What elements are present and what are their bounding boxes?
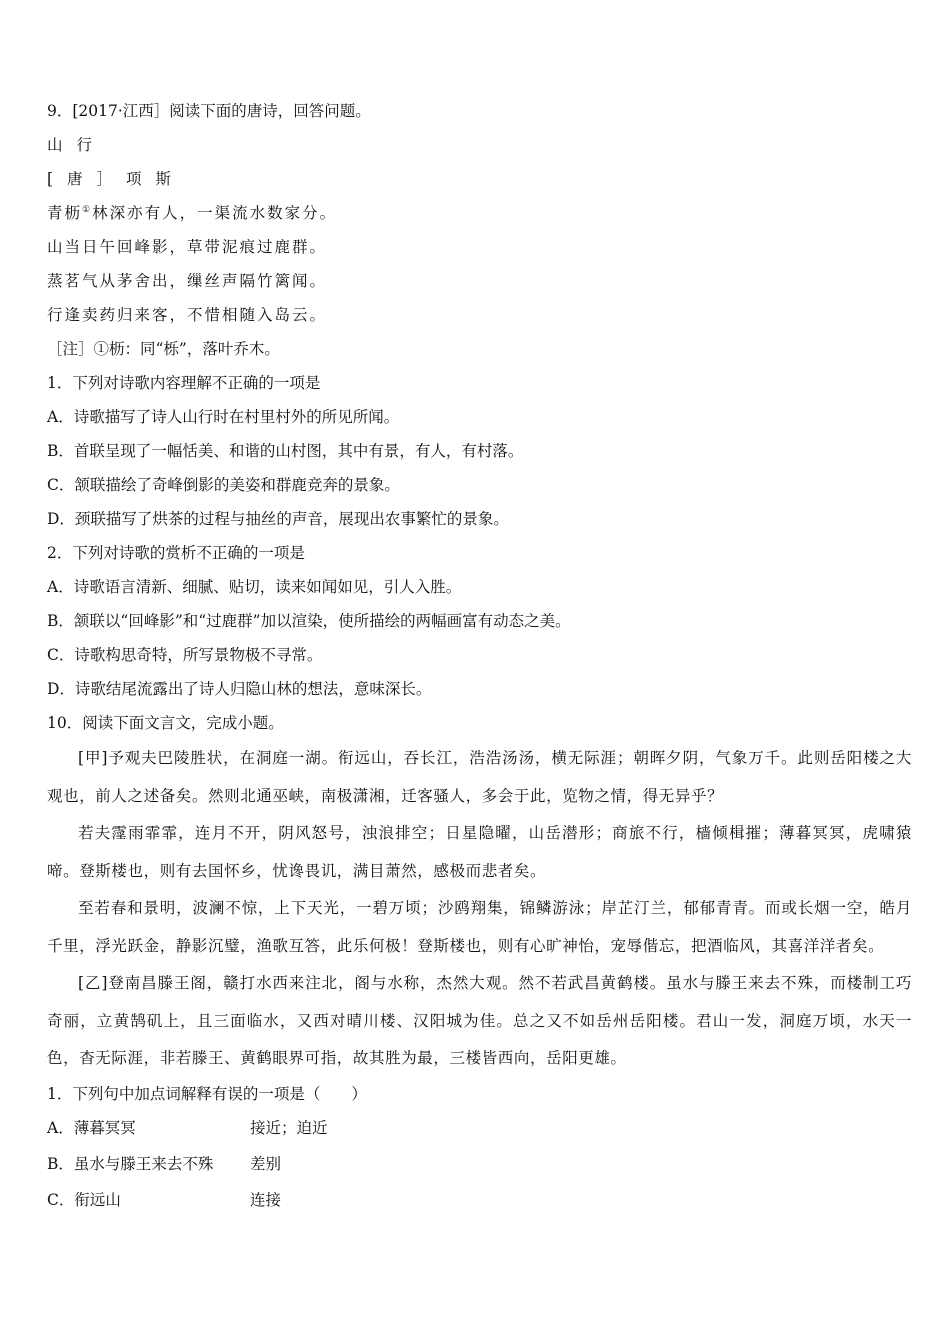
exam-page (47, 94, 912, 1218)
q9-sub1-stem: 1．下列对诗歌内容理解不正确的一项是 (47, 374, 321, 392)
q9-sub2-option-d[interactable]: D．诗歌结尾流露出了诗人归隐山林的想法，意味深长。 (47, 680, 432, 698)
option-meaning: 连接 (250, 1190, 282, 1209)
option-label: A． (47, 1118, 74, 1137)
poem-line-3: 蒸茗气从茅舍出，缫丝声隔竹篱闻。 (47, 272, 328, 290)
q9-sub1-option-a[interactable]: A．诗歌描写了诗人山行时在村里村外的所见所闻。 (47, 408, 400, 426)
q10-sub1-stem: 1．下列句中加点词解释有误的一项是（ ） (47, 1084, 367, 1103)
q9-sub1-option-b[interactable]: B．首联呈现了一幅恬美、和谐的山村图，其中有景，有人，有村落。 (47, 442, 524, 460)
footnote-mark: ① (82, 204, 93, 215)
option-phrase: 薄暮冥冥 (73, 1118, 136, 1137)
q9-sub2-option-a[interactable]: A．诗歌语言清新、细腻、贴切，读来如闻如见，引人入胜。 (47, 578, 462, 596)
question-9-intro: 9．[2017·江西］阅读下面的唐诗，回答问题。 (47, 102, 371, 120)
passage-jia-paragraph-2: 若夫霪雨霏霏，连月不开，阴风怒号，浊浪排空；日星隐曜，山岳潜形；商旅不行，樯倾楫摧；薄暮冥冥，虎啸猿啼。登斯楼也，则有去国怀乡，忧谗畏讥，满目萧然，感极而悲者矣。 (47, 824, 912, 880)
poem-title: 山行 (47, 136, 107, 154)
passage-jia-paragraph-1: [甲]予观夫巴陵胜状，在洞庭一湖。衔远山，吞长江，浩浩汤汤，横无际涯；朝晖夕阴，气象万千。此则岳阳楼之大观也，前人之述备矣。然则北通巫峡，南极潇湘，迁客骚人，多会于此，览物之情，得无异乎？ (47, 749, 912, 805)
q10-sub1-option-c[interactable] (47, 1182, 912, 1218)
q10-sub1-option-a[interactable] (47, 1110, 912, 1146)
option-meaning: 接近；迫近 (250, 1118, 328, 1137)
option-meaning: 差别 (250, 1154, 282, 1173)
option-phrase: 衔远山 (74, 1190, 121, 1209)
q9-sub2-stem: 2．下列对诗歌的赏析不正确的一项是 (47, 544, 305, 562)
option-label: B． (47, 1154, 74, 1173)
poem-line-1-start: 青枥 (47, 204, 83, 222)
q9-sub1-option-c[interactable]: C．颔联描绘了奇峰倒影的美姿和群鹿竞奔的景象。 (47, 476, 400, 494)
passage-jia-paragraph-3: 至若春和景明，波澜不惊，上下天光，一碧万顷；沙鸥翔集，锦鳞游泳；岸芷汀兰，郁郁青青。而或长烟一空，皓月千里，浮光跃金，静影沉璧，渔歌互答，此乐何极！登斯楼也，则有心旷神怡，宠辱偕忘，把酒临风，其喜洋洋者矣。 (47, 899, 912, 955)
option-label: C． (47, 1190, 75, 1209)
question-10-intro: 10．阅读下面文言文，完成小题。 (47, 714, 284, 732)
q9-sub2-option-b[interactable]: B．颔联以“回峰影”和“过鹿群”加以渲染，使所描绘的两幅画富有动态之美。 (47, 612, 571, 630)
option-phrase: 虽水与滕王来去不殊 (73, 1154, 214, 1173)
poem-line-1-end: 林深亦有人，一渠流水数家分。 (92, 204, 338, 222)
q9-sub2-option-c[interactable]: C．诗歌构思奇特，所写景物极不寻常。 (47, 646, 323, 664)
passage-yi-paragraph: [乙]登南昌滕王阁，赣打水西来注北，阁与水称，杰然大观。然不若武昌黄鹤楼。虽水与滕王来去不殊，而楼制工巧奇丽，立黄鹄矶上，且三面临水，又西对晴川楼、汉阳城为佳。总之又不如岳州岳阳楼。君山一发，洞庭万顷，水天一色，杳无际涯，非若滕王、黄鹤眼界可指，故其胜为最，三楼皆西向，岳阳更雄。 (47, 974, 912, 1067)
poem-line-2: 山当日午回峰影，草带泥痕过鹿群。 (47, 238, 328, 256)
poem-line-4: 行逢卖药归来客，不惜相随入岛云。 (47, 306, 328, 324)
poem-author: [唐］项斯 (47, 170, 186, 188)
q10-sub1-option-b[interactable] (47, 1146, 912, 1182)
q9-sub1-option-d[interactable]: D．颈联描写了烘茶的过程与抽丝的声音，展现出农事繁忙的景象。 (47, 510, 509, 528)
poem-note: ［注］①枥：同“栎”，落叶乔木。 (47, 340, 280, 358)
poem-line-1 (47, 196, 912, 230)
